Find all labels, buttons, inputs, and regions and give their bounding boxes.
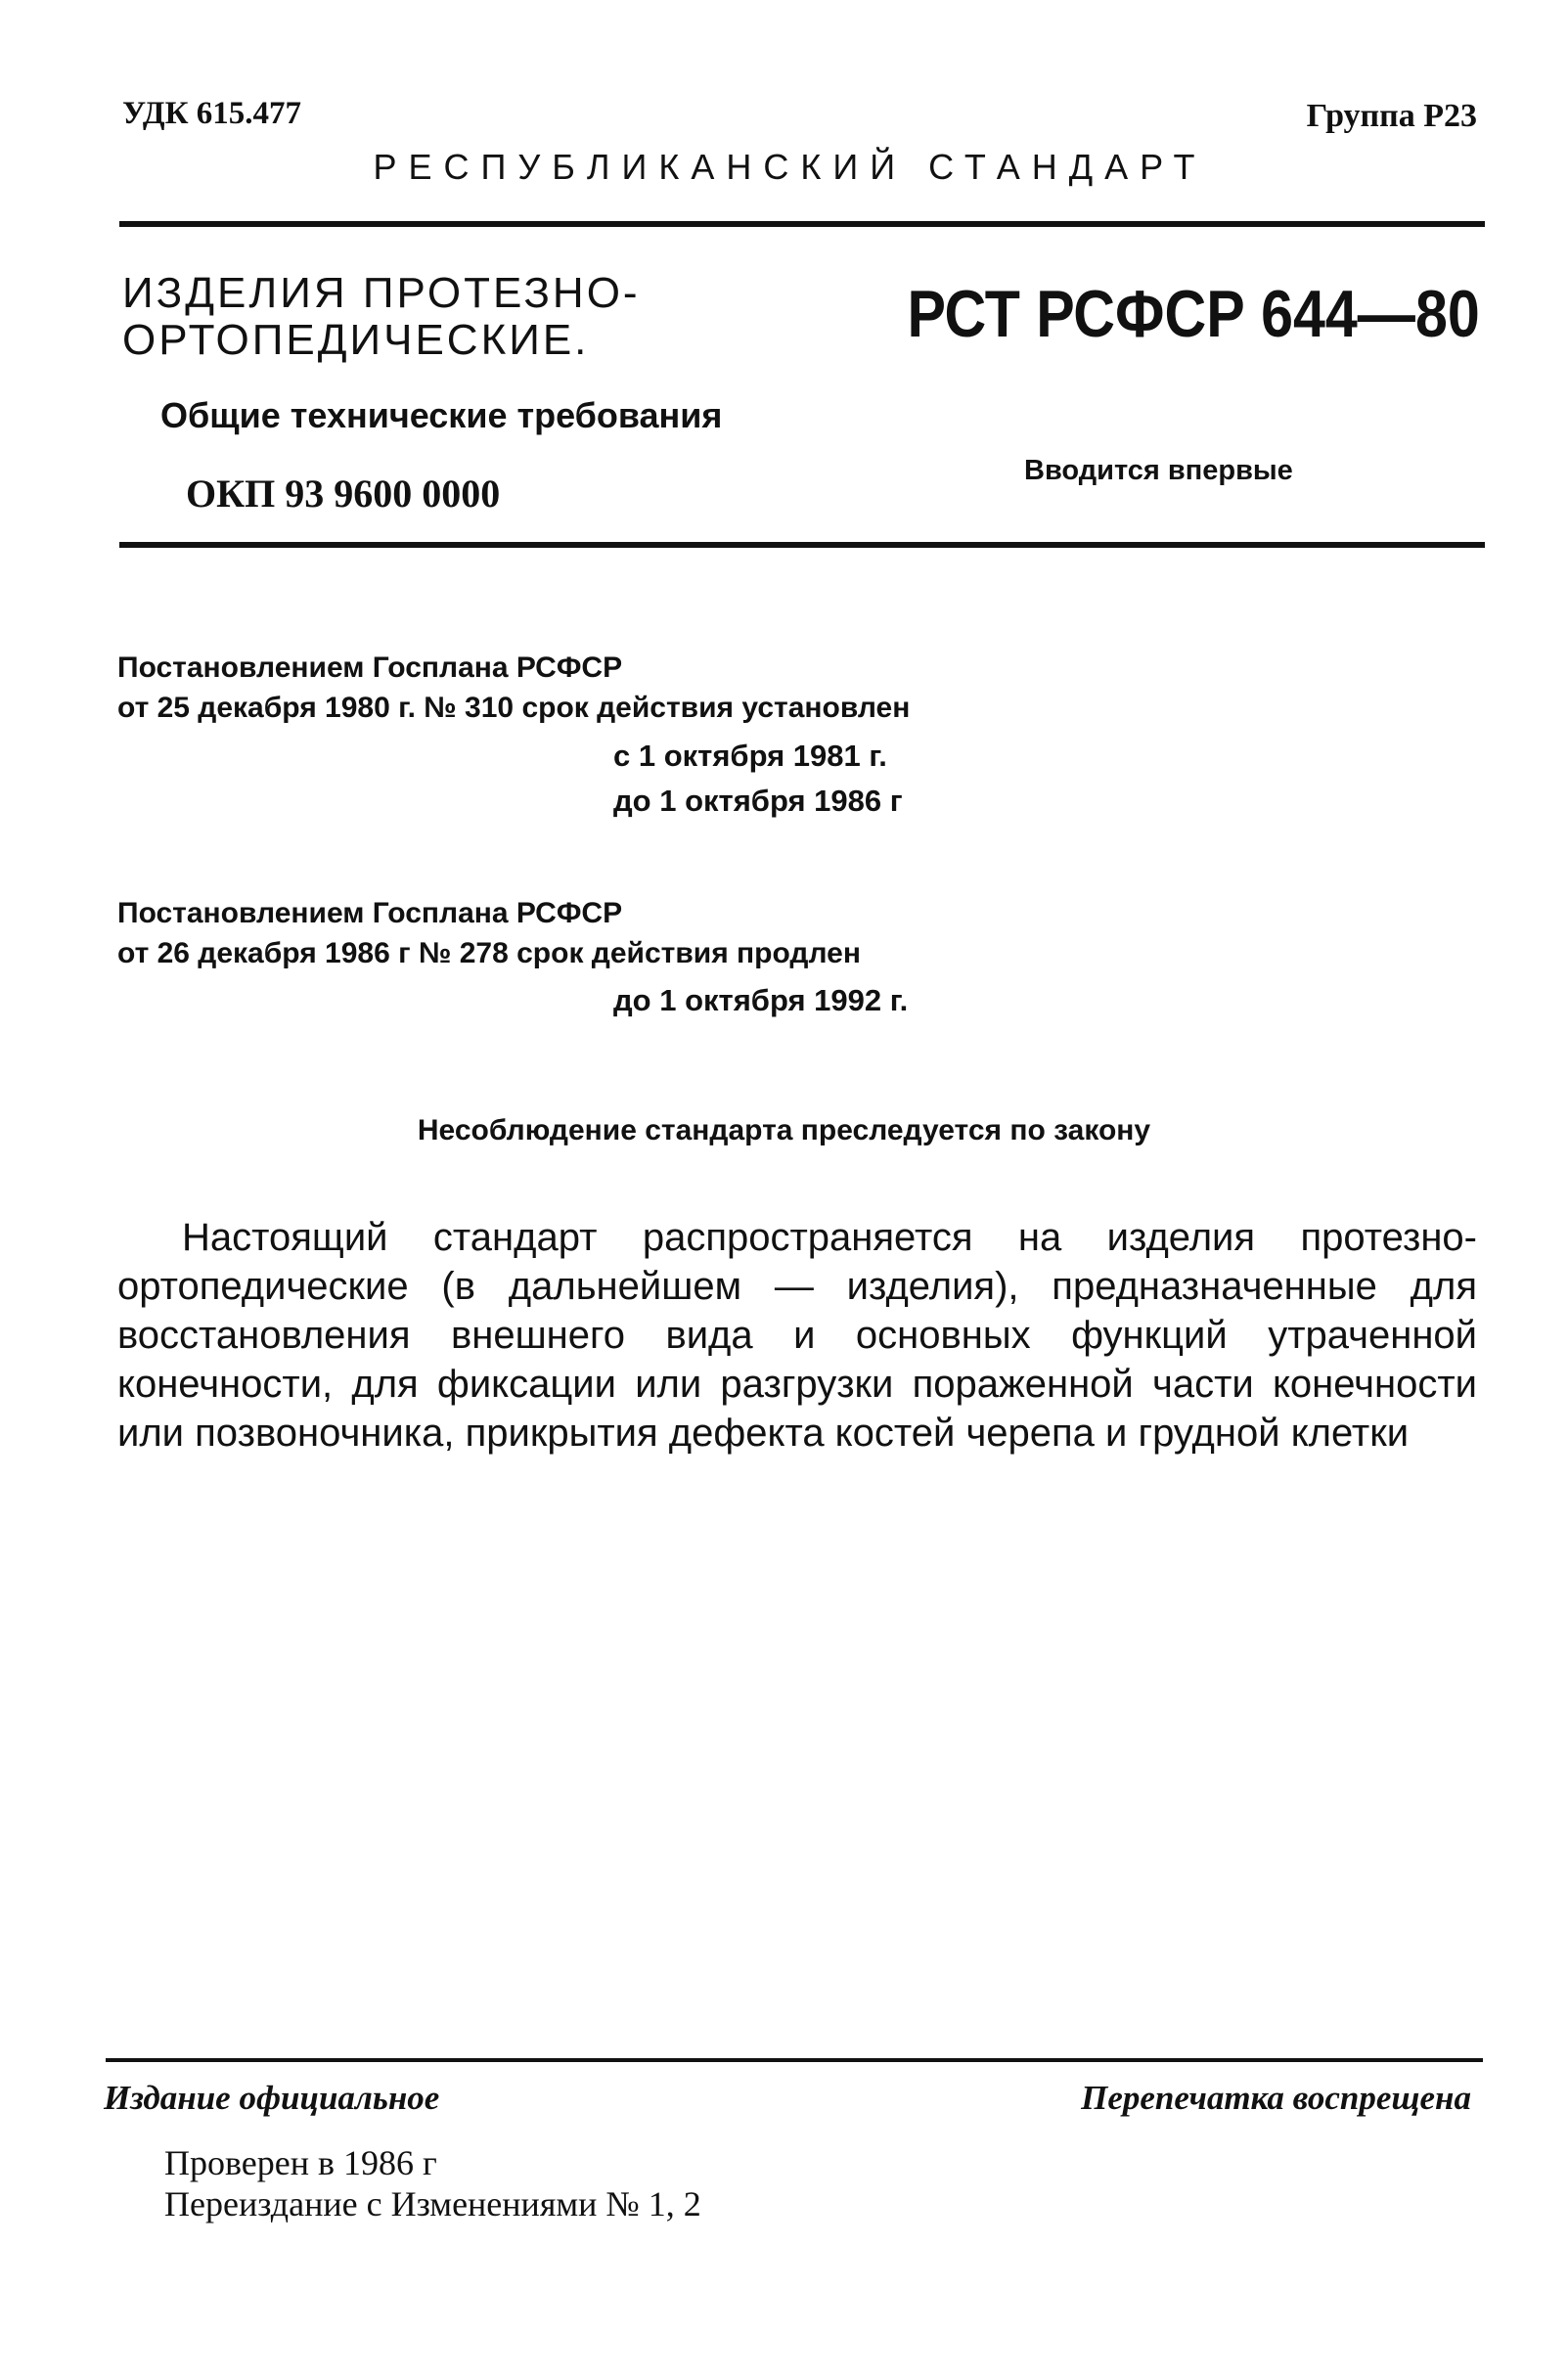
- revision-notes: [164, 2142, 701, 2224]
- law-notice: Несоблюдение стандарта преследуется по закону: [417, 1114, 1151, 1146]
- udk-code: УДК 615.477: [122, 96, 302, 131]
- decree-1-term-start: с 1 октября 1981 г.: [613, 739, 887, 773]
- title-divider: [119, 542, 1485, 548]
- group-code: Группа Р23: [1306, 98, 1477, 134]
- standard-type-heading: РЕСПУБЛИКАНСКИЙ СТАНДАРТ: [373, 147, 1207, 187]
- decree-2-terms: [613, 978, 908, 1023]
- document-title: [122, 270, 641, 364]
- reprint-notice: Перепечатка воспрещена: [1081, 2079, 1471, 2117]
- header-divider: [119, 221, 1485, 227]
- edition-label: Издание официальное: [104, 2079, 440, 2117]
- decree-2: [117, 893, 861, 973]
- footer-divider: [106, 2058, 1483, 2062]
- reissue-note: Переиздание с Изменениями № 1, 2: [164, 2184, 701, 2223]
- decree-1-terms: [613, 734, 903, 824]
- introduction-note: Вводится впервые: [1024, 455, 1293, 486]
- decree-2-line-2: от 26 декабря 1986 г № 278 срок действия продлен: [117, 937, 861, 969]
- standard-designation: РСТ РСФСР 644—80: [907, 277, 1480, 351]
- decree-1: [117, 648, 910, 728]
- decree-1-line-1: Постановлением Госплана РСФСР: [117, 651, 623, 684]
- decree-2-term-end: до 1 октября 1992 г.: [613, 983, 909, 1017]
- title-line-2: ОРТОПЕДИЧЕСКИЕ.: [122, 316, 590, 364]
- document-subtitle: Общие технические требования: [160, 395, 723, 435]
- decree-1-term-end: до 1 октября 1986 г: [613, 784, 903, 818]
- decree-2-line-1: Постановлением Госплана РСФСР: [117, 897, 623, 929]
- title-line-1: ИЗДЕЛИЯ ПРОТЕЗНО-: [122, 269, 641, 317]
- checked-note: Проверен в 1986 г: [164, 2143, 437, 2182]
- okp-code: ОКП 93 9600 0000: [186, 472, 501, 516]
- scope-paragraph: Настоящий стандарт распространяется на изделия протезно-ортопедические (в дальнейшем — изделия), предназначенные для восстановления внешнего вида и основных функций утраченной конечности, для фиксации или разгрузки пораженной части конечности или позвоночника, прикрытия дефекта костей черепа и грудной клетки: [117, 1216, 1477, 1455]
- decree-1-line-2: от 25 декабря 1980 г. № 310 срок действия установлен: [117, 692, 911, 724]
